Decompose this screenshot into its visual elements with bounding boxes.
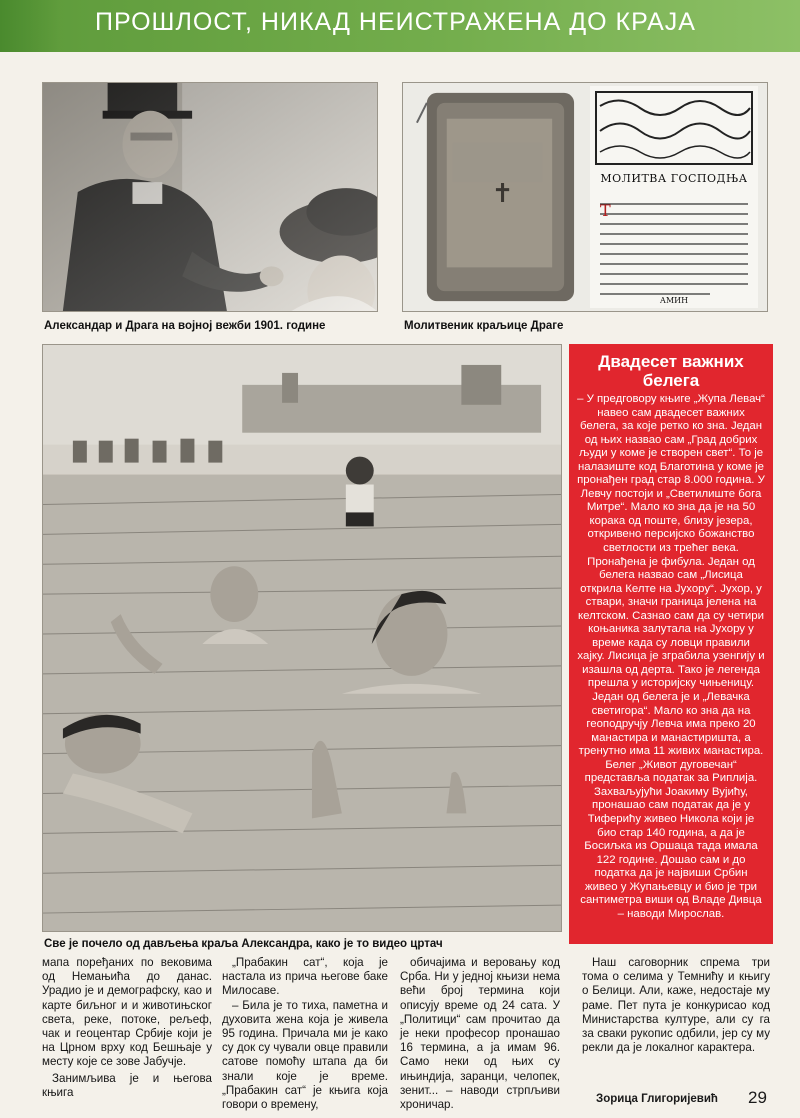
svg-text:✝: ✝ [491, 178, 514, 209]
paragraph: Наш саговорник спрема три тома о селима у Темнићу и књигу о Белици. Али, каже, недостаје му раме. Пет пута је конкурисао код Министарства културе, али су га за сваки рукопис одбили, јер су му рекли да је локалног карактера. [582, 956, 770, 1055]
article-column-2 [222, 956, 388, 1112]
paragraph: „Прабакин сат“, која је настала из прича његове баке Милосаве. [222, 956, 388, 998]
paragraph: мапа поређаних по вековима од Немањића до данас. Урадио је и демографску, као и карте биљног и и животињског света, реке, потоке, рељеф, чак и геоцентар Србије који је на Црном врху код Бешњаје у месту које се зове Јабучје. [42, 956, 212, 1069]
photo-aleksandar-draga [42, 82, 378, 312]
illustration-drowning-king [42, 344, 562, 932]
section-header [0, 0, 800, 52]
sidebar-text: – У предговору књиге „Жупа Левач“ навео сам двадесет важних белега, за које ретко ко зна. Један од њих назвао сам „Град добрих људи у коме је створен свет“. То је налазиште код Благотина у коме је пронађен град стар 8.000 година. У Левчу постоји и „Светилиште бога Митре“. Мало ко зна да је на 50 корака од поште, близу језера, откривено персијско божанство светлости из трећег века. Пронађена је фибула. Један од белега назвао сам „Лисица открила Келте на Јухору“. Јухор, у ствари, значи граница јелена на келтском. Сазнао сам да су четири коњаника залутала на Јухору у време када су ловци правили хајку. Лисица је зграбила узенгију и изашла од дерта. Тако је легенда прешла у историјску чињеницу. Један од белега је и „Левачка светигора“. Мало ко зна да на геоподручју Левча има преко 20 манастира и манастиришта, а тренутно има 11 живих манастира. Белег „Живот дуговечан“ представља податак за Риплија. Захваљујући Јоакиму Вујићу, пронашао сам податак да је у Тиферићу живео Никола који је био стар 140 година, а да је Босиљка из Оршаца тада имала 122 године. Дошао сам и до податка да је највиши Србин живео у Жупањевцу и био је три сантиметра виши од Владе Дивца – наводи Мирослав. [577, 393, 765, 920]
prayer-page-heading: МОЛИТВА ГОСПОДЊА [600, 172, 748, 185]
author-signature: Зорица Глигоријевић [596, 1093, 718, 1105]
prayer-page-amen: АМИН [659, 296, 689, 305]
article-column-3 [400, 956, 560, 1112]
photo2-caption: Молитвеник краљице Драге [404, 320, 564, 332]
page-number: 29 [748, 1088, 767, 1107]
svg-text:Т: Т [600, 201, 611, 220]
paragraph: – Била је то тиха, паметна и духовита жена која је живела 95 година. Причала ми је како су док су чували овце правили сатове помоћу штапа да би знали које је време. „Прабакин сат“ је књига која говори о времену, [222, 998, 388, 1112]
section-title: ПРОШЛОСТ, НИКАД НЕИСТРАЖЕНА ДО КРАЈА [95, 8, 696, 36]
paragraph: Занимљива је и његова књига [42, 1071, 212, 1099]
photo3-caption: Све је почело од дављења краља Александра, како је то видео цртач [44, 938, 443, 950]
article-column-4 [582, 956, 770, 1055]
article-column-1 [42, 956, 212, 1100]
photo1-caption: Александар и Драга на војној вежби 1901. године [44, 320, 326, 332]
header-accent [0, 0, 60, 52]
paragraph: обичајима и веровању код Срба. Ни у једној књизи нема већи број термина који описују време од 24 сата. У „Политици“ сам прочитао да је неки професор пронашао 16 термина, а ја имам 96. Само неки од њих су ињиндија, заранци, челопек, зенит... – наводи стрпљиви хроничар. [400, 956, 560, 1112]
prayer-page [590, 86, 758, 308]
sidebar-title: Двадесет важних белега [598, 352, 744, 390]
sidebar-box [569, 344, 773, 944]
